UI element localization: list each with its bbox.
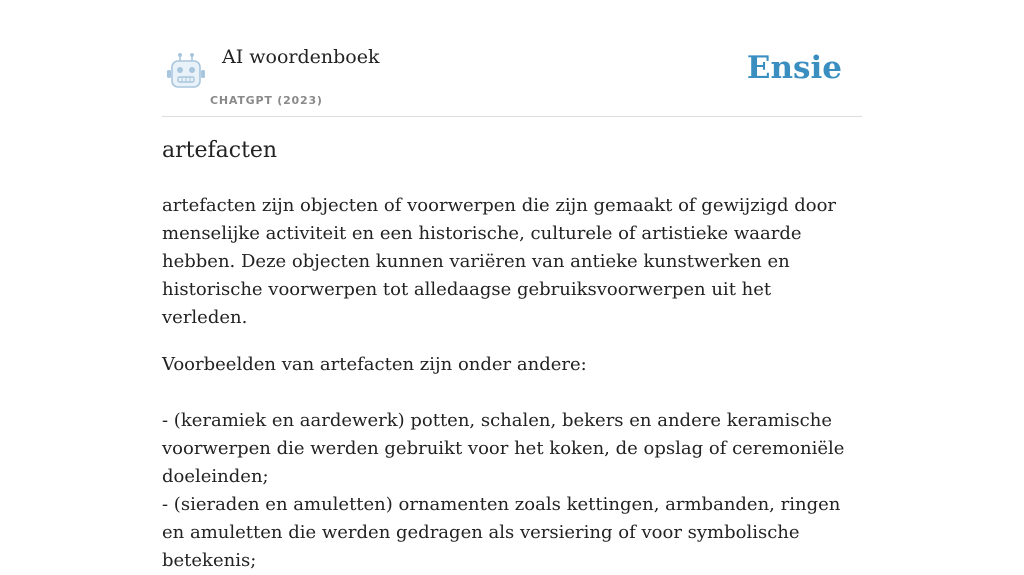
examples-intro: Voorbeelden van artefacten zijn onder andere: [162, 354, 587, 375]
header [162, 0, 862, 117]
brand-logo[interactable]: Ensie [746, 50, 842, 86]
page-container [162, 0, 862, 571]
list-item: - (sieraden en amuletten) ornamenten zoals kettingen, armbanden, ringen en amuletten die werden gedragen als versiering of voor symbolische betekenis; [162, 494, 841, 571]
list-item: - (keramiek en aardewerk) potten, schalen, bekers en andere keramische voorwerpen die werden gebruikt voor het koken, de opslag of ceremoniële doeleinden; [162, 410, 845, 487]
definition-paragraph: artefacten zijn objecten of voorwerpen die zijn gemaakt of gewijzigd door menselijke activiteit en een historische, culturele of artistieke waarde hebben. Deze objecten kunnen variëren van antieke kunstwerken en historische voorwerpen tot alledaagse gebruiksvoorwerpen uit het verleden. [162, 195, 837, 328]
entry-term: artefacten [162, 138, 278, 163]
site-subtitle: CHATGPT (2023) [210, 94, 323, 107]
entry-content [162, 192, 862, 575]
robot-icon [166, 52, 206, 90]
site-title[interactable]: AI woordenboek [222, 46, 380, 68]
